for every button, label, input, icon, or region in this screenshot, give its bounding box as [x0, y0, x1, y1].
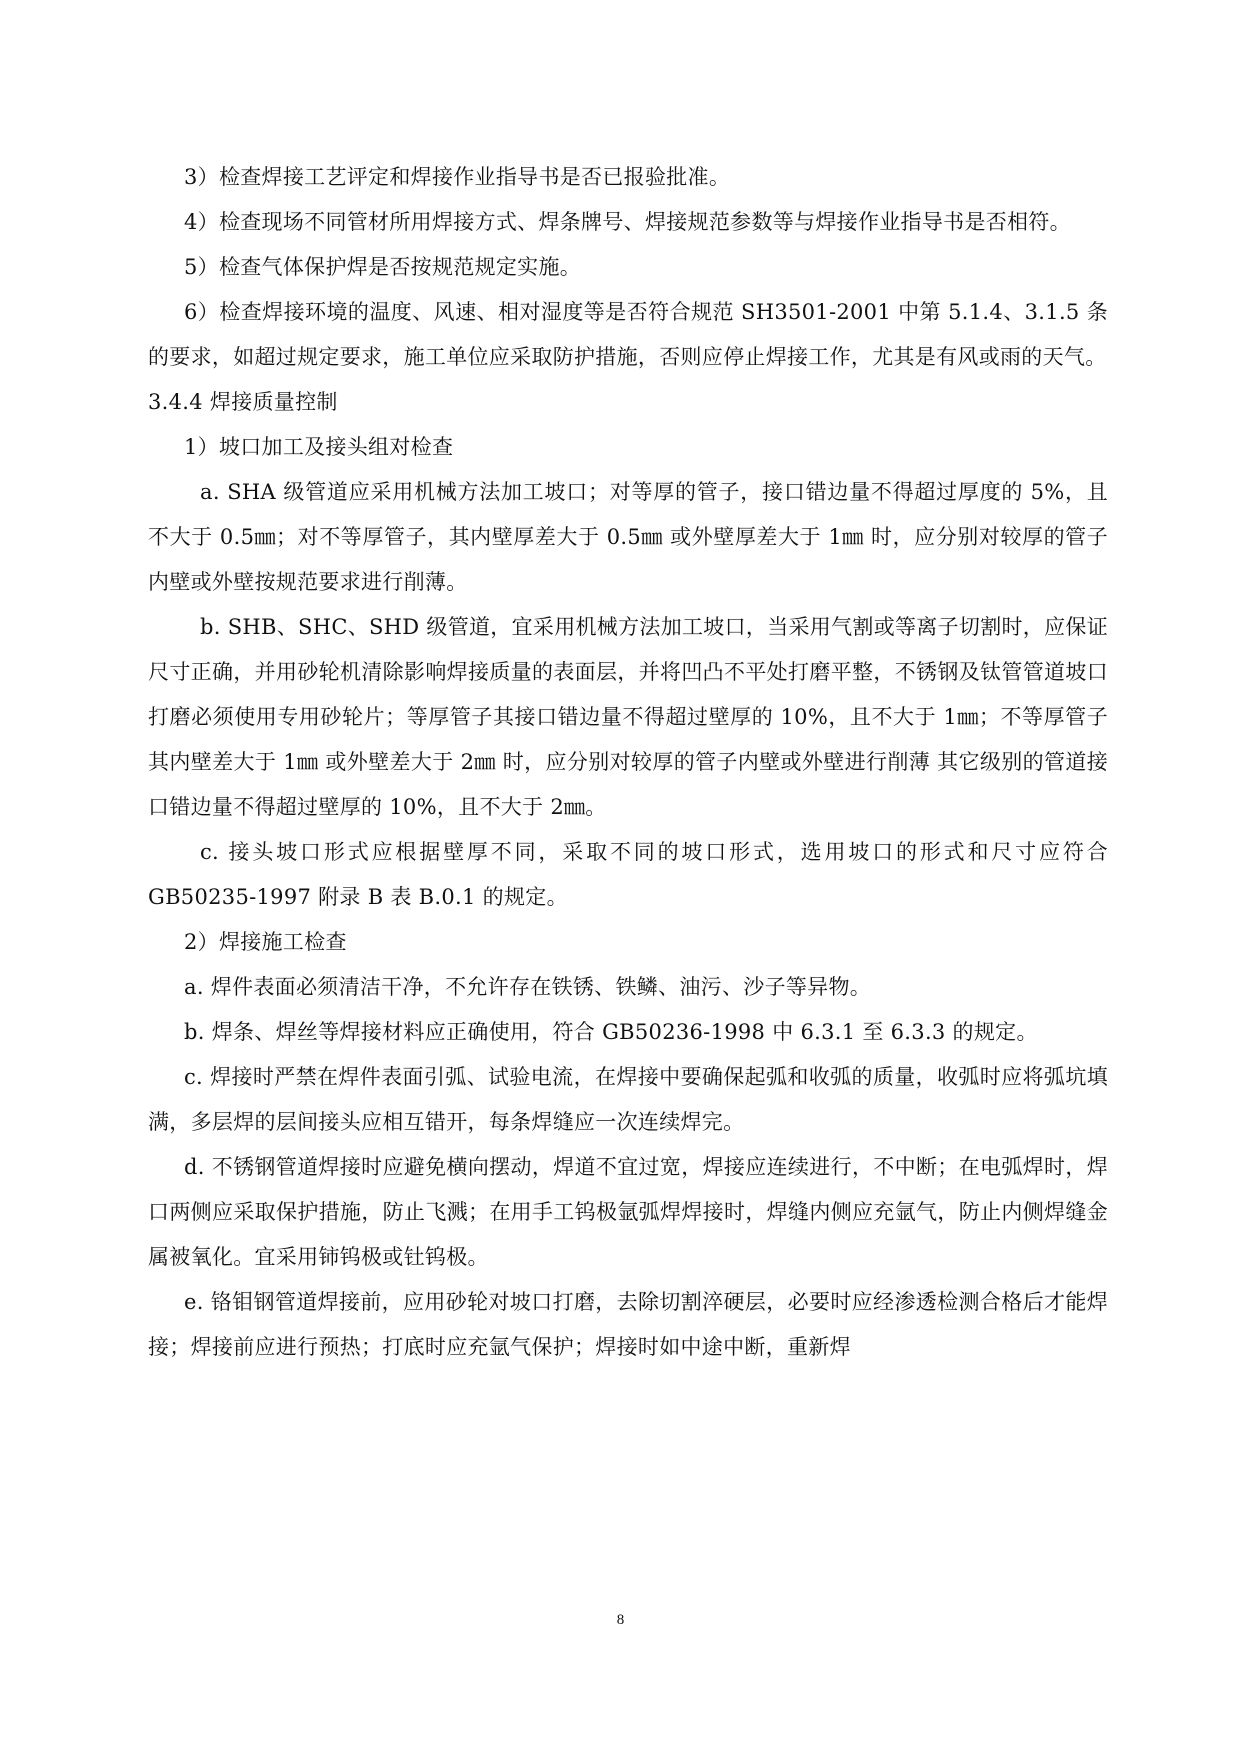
body-paragraph: b. 焊条、焊丝等焊接材料应正确使用，符合 GB50236-1998 中 6.3.1 至 6.3.3 的规定。 [184, 1020, 1038, 1044]
body-paragraph: 4）检查现场不同管材所用焊接方式、焊条牌号、焊接规范参数等与焊接作业指导书是否相符。 [184, 210, 1071, 234]
section-heading: 3.4.4 焊接质量控制 [148, 390, 338, 414]
body-paragraph: a. 焊件表面必须清洁干净，不允许存在铁锈、铁鳞、油污、沙子等异物。 [184, 975, 872, 999]
body-paragraph: e. 铬钼钢管道焊接前，应用砂轮对坡口打磨，去除切割淬硬层，必要时应经渗透检测合格后才能焊接；焊接前应进行预热；打底时应充氩气保护；焊接时如中途中断，重新焊 [148, 1290, 1108, 1359]
body-paragraph: a. SHA 级管道应采用机械方法加工坡口；对等厚的管子，接口错边量不得超过厚度的 5%，且不大于 0.5㎜；对不等厚管子，其内壁厚差大于 0.5㎜ 或外壁厚差大于 1㎜ 时，应分别对较厚的管子内壁或外壁按规范要求进行削薄。 [148, 480, 1108, 594]
body-paragraph: 3）检查焊接工艺评定和焊接作业指导书是否已报验批准。 [184, 165, 731, 189]
body-paragraph: c. 焊接时严禁在焊件表面引弧、试验电流，在焊接中要确保起弧和收弧的质量，收弧时应将弧坑填满，多层焊的层间接头应相互错开，每条焊缝应一次连续焊完。 [148, 1065, 1108, 1134]
body-paragraph: 2）焊接施工检查 [184, 930, 347, 954]
body-paragraph: 6）检查焊接环境的温度、风速、相对湿度等是否符合规范 SH3501-2001 中第 5.1.4、3.1.5 条的要求，如超过规定要求，施工单位应采取防护措施，否则应停止焊接工作，尤其是有风或雨的天气。 [148, 300, 1108, 369]
body-paragraph: c. 接头坡口形式应根据壁厚不同，采取不同的坡口形式，选用坡口的形式和尺寸应符合 GB50235-1997 附录 B 表 B.0.1 的规定。 [148, 840, 1108, 909]
page-number: 8 [616, 1612, 625, 1628]
body-paragraph: 1）坡口加工及接头组对检查 [184, 435, 454, 459]
body-paragraph: d. 不锈钢管道焊接时应避免横向摆动，焊道不宜过宽，焊接应连续进行，不中断；在电弧焊时，焊口两侧应采取保护措施，防止飞溅；在用手工钨极氩弧焊焊接时，焊缝内侧应充氩气，防止内侧焊缝金属被氧化。宜采用铈钨极或钍钨极。 [148, 1155, 1108, 1269]
body-paragraph: b. SHB、SHC、SHD 级管道，宜采用机械方法加工坡口，当采用气割或等离子切割时，应保证尺寸正确，并用砂轮机清除影响焊接质量的表面层，并将凹凸不平处打磨平整，不锈钢及钛管管道坡口打磨必须使用专用砂轮片；等厚管子其接口错边量不得超过壁厚的 10%，且不大于 1㎜；不等厚管子其内壁差大于 1㎜ 或外壁差大于 2㎜ 时，应分别对较厚的管子内壁或外壁进行削薄 其它级别的管道接口错边量不得超过壁厚的 10%，且不大于 2㎜。 [148, 615, 1109, 819]
page-content [148, 155, 1108, 1370]
body-paragraph: 5）检查气体保护焊是否按规范规定实施。 [184, 255, 582, 279]
